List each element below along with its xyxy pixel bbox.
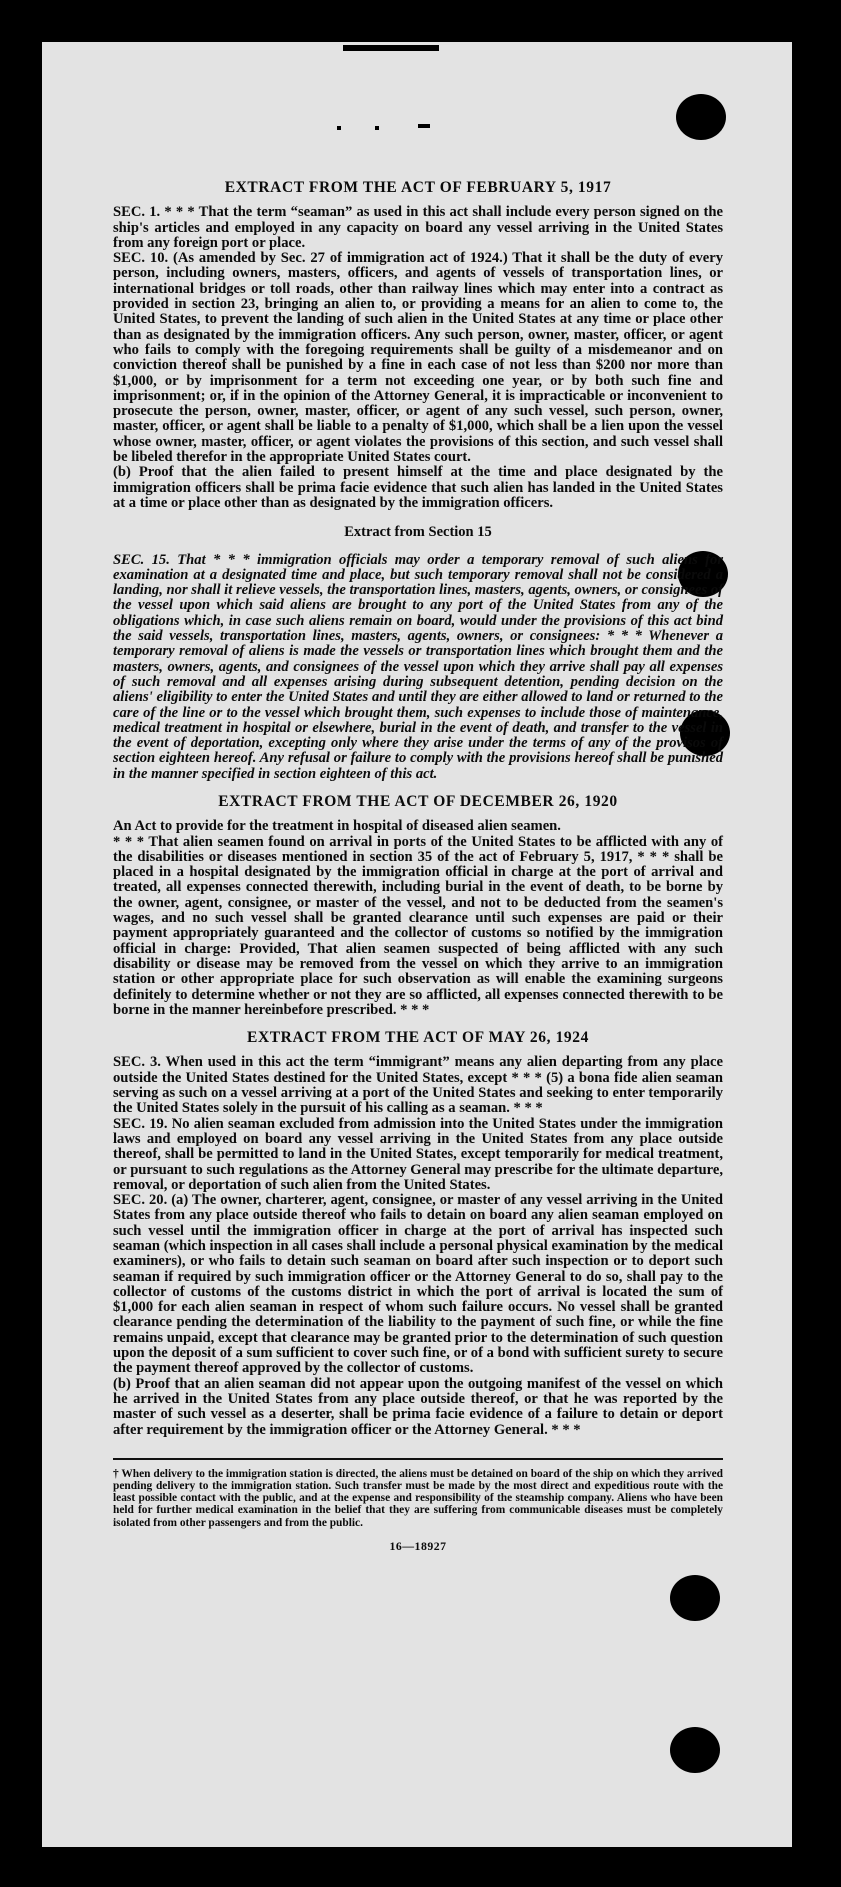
punch-hole — [676, 94, 726, 140]
scan-mark-dash — [418, 124, 430, 128]
scan-mark-top — [343, 45, 439, 51]
section-10-b-paragraph: (b) Proof that the alien failed to present himself at the time and place designated by the immigration officers shall be prima facie evidence that such alien has landed in the United States at a time or place other than as designated by the immigration officers. — [113, 464, 723, 511]
document-body — [113, 180, 723, 1554]
section-10-paragraph: SEC. 10. (As amended by Sec. 27 of immigration act of 1924.) That it shall be the duty of every person, including owners, masters, officers, and agents of vessels of transportation lines, or international bridges or toll roads, other than railway lines which may enter into a contract as provided in section 23, bringing an alien to, or providing a means for an alien to come to, the United States, to prevent the landing of such alien in the United States at any time or place other than as designated by the immigration officers. Any such person, owner, master, officer, or agent who fails to comply with the foregoing requirements shall be guilty of a misdemeanor and on conviction thereof shall be punished by a fine in each case of not less than $200 nor more than $1,000, or by imprisonment for a term not exceeding one year, or by both such fine and imprisonment; or, if in the opinion of the Attorney General, it is impracticable or inconvenient to prosecute the person, owner, master, officer, or agent of any such vessel, such person, owner, master, officer, or agent shall be liable to a penalty of $1,000, which shall be a lien upon the vessel whose owner, master, officer, or agent violates the provisions of this section, and such vessel shall be libeled therefor in the appropriate United States court. — [113, 250, 723, 466]
section-20-a-paragraph: SEC. 20. (a) The owner, charterer, agent, consignee, or master of any vessel arriving in the United States from any place outside thereof who fails to detain on board any alien seaman employed on such vessel until the immigration officer in charge at the port of arrival has inspected such seaman (which inspection in all cases shall include a personal physical examination by the medical examiners), or who fails to detain such seaman on board after such inspection or to deport such seaman if required by such immigration officer or the Attorney General to do so, shall pay to the collector of customs of the customs district in which the port of arrival is located the sum of $1,000 for each alien seaman in respect of whom such failure occurs. No vessel shall be granted clearance pending the determination of the liability to the payment of such fine, or while the fine remains unpaid, except that clearance may be granted prior to the determination of such question upon the deposit of a sum sufficient to cover such fine, or of a bond with sufficient surety to secure the payment thereof approved by the collector of customs. — [113, 1192, 723, 1377]
page-number: 16—18927 — [389, 1538, 447, 1553]
section-20-b-paragraph: (b) Proof that an alien seaman did not appear upon the outgoing manifest of the vessel on which he arrived in the United States from any place outside thereof, or that he was reported by the master of such vessel as a deserter, shall be prima facie evidence of a failure to detain or deport after requirement by the immigration officer or the Attorney General. * * * — [113, 1375, 723, 1438]
section-3-paragraph: SEC. 3. When used in this act the term “immigrant” means any alien departing from any place outside the United States destined for the United States, except * * * (5) a bona fide alien seaman serving as such on a vessel arriving at a port of the United States and seeking to enter temporarily the United States solely in the pursuit of his calling as a seaman. * * * — [113, 1054, 723, 1117]
footnote-divider — [113, 1458, 723, 1460]
section-15-paragraph: SEC. 15. That * * * immigration officials may order a temporary removal of such aliens for examination at a designated time and place, but such temporary removal shall not be considered a landing, nor shall it relieve vessels, the transportation lines, masters, agents, owners, or consignees of the vessel upon which said aliens are brought to any port of the United States from any of the obligations which, in case such aliens remain on board, would under the provisions of this act bind the said vessels, transportation lines, masters, agents, owners, or consignees: * * * Whenever a temporary removal of aliens is made the vessels or transportation lines which brought them and the masters, owners, agents, and consignees of the vessel upon which they arrive shall pay all expenses of such removal and all expenses arising during subsequent detention, pending decision on the aliens' eligibility to enter the United States and until they are either allowed to land or returned to the care of the line or to the vessel which brought them, such expenses to include those of maintenance, medical treatment in hospital or elsewhere, burial in the event of death, and transfer to the vessel in the event of deportation, excepting only where they arise under the terms of any of the provisos of section eighteen hereof. Any refusal or failure to comply with the provisions hereof shall be punished in the manner specified in section eighteen of this act. — [113, 551, 723, 782]
punch-hole — [670, 1575, 720, 1621]
section-1-paragraph: SEC. 1. * * * That the term “seaman” as used in this act shall include every person signed on the ship's articles and employed in any capacity on board any vessel arriving in the United States from any foreign port or place. — [113, 204, 723, 251]
act-1920-paragraph: * * * That alien seamen found on arrival in ports of the United States to be afflicted with any of the disabilities or diseases mentioned in section 35 of the act of February 5, 1917, * * * shall be placed in a hospital designated by the immigration official in charge at the port of arrival and treated, all expenses connected therewith, including burial in the event of death, to be borne by the owner, agent, consignee, or master of the vessel, and not to be deducted from the seamen's wages, and no such vessel shall be granted clearance until such expenses are paid or their payment appropriately guaranteed and the collector of customs so notified by the immigration official in charge: Provided, That alien seamen suspected of being afflicted with any such disability or disease may be removed from the vessel on which they arrive to an immigration station or other appropriate place for such observation as will enable the examining surgeons definitely to determine whether or not they are so afflicted, all expenses connected therewith to be borne in the manner hereinbefore prescribed. * * * — [113, 833, 723, 1018]
heading-act-1920: EXTRACT FROM THE ACT OF DECEMBER 26, 1920 — [218, 792, 618, 810]
act-1920-title: An Act to provide for the treatment in hospital of diseased alien seamen. — [113, 818, 561, 835]
heading-act-1917: EXTRACT FROM THE ACT OF FEBRUARY 5, 1917 — [224, 179, 612, 196]
heading-section-15: Extract from Section 15 — [344, 524, 492, 541]
scan-mark-dot — [375, 126, 379, 130]
footnote: † When delivery to the immigration station is directed, the aliens must be detained on board of the ship on which they arrived pending delivery to the immigration station. Such transfer must be made by the most direct and expeditious route with the least possible contact with the public, and at the expense and responsibility of the steamship company. Aliens who have been held for further medical examination in the belief that they are suffering from communicable diseases must be completely isolated from other passengers and from the public. — [113, 1467, 723, 1529]
section-19-paragraph: SEC. 19. No alien seaman excluded from admission into the United States under the immigration laws and employed on board any vessel arriving in the United States from any place outside thereof, shall be permitted to land in the United States, except temporarily for medical treatment, or pursuant to such regulations as the Attorney General may prescribe for the ultimate departure, removal, or deportation of such alien from the United States. — [113, 1115, 723, 1193]
heading-act-1924: EXTRACT FROM THE ACT OF MAY 26, 1924 — [247, 1029, 589, 1047]
punch-hole — [670, 1727, 720, 1773]
scan-mark-dot — [337, 126, 341, 130]
